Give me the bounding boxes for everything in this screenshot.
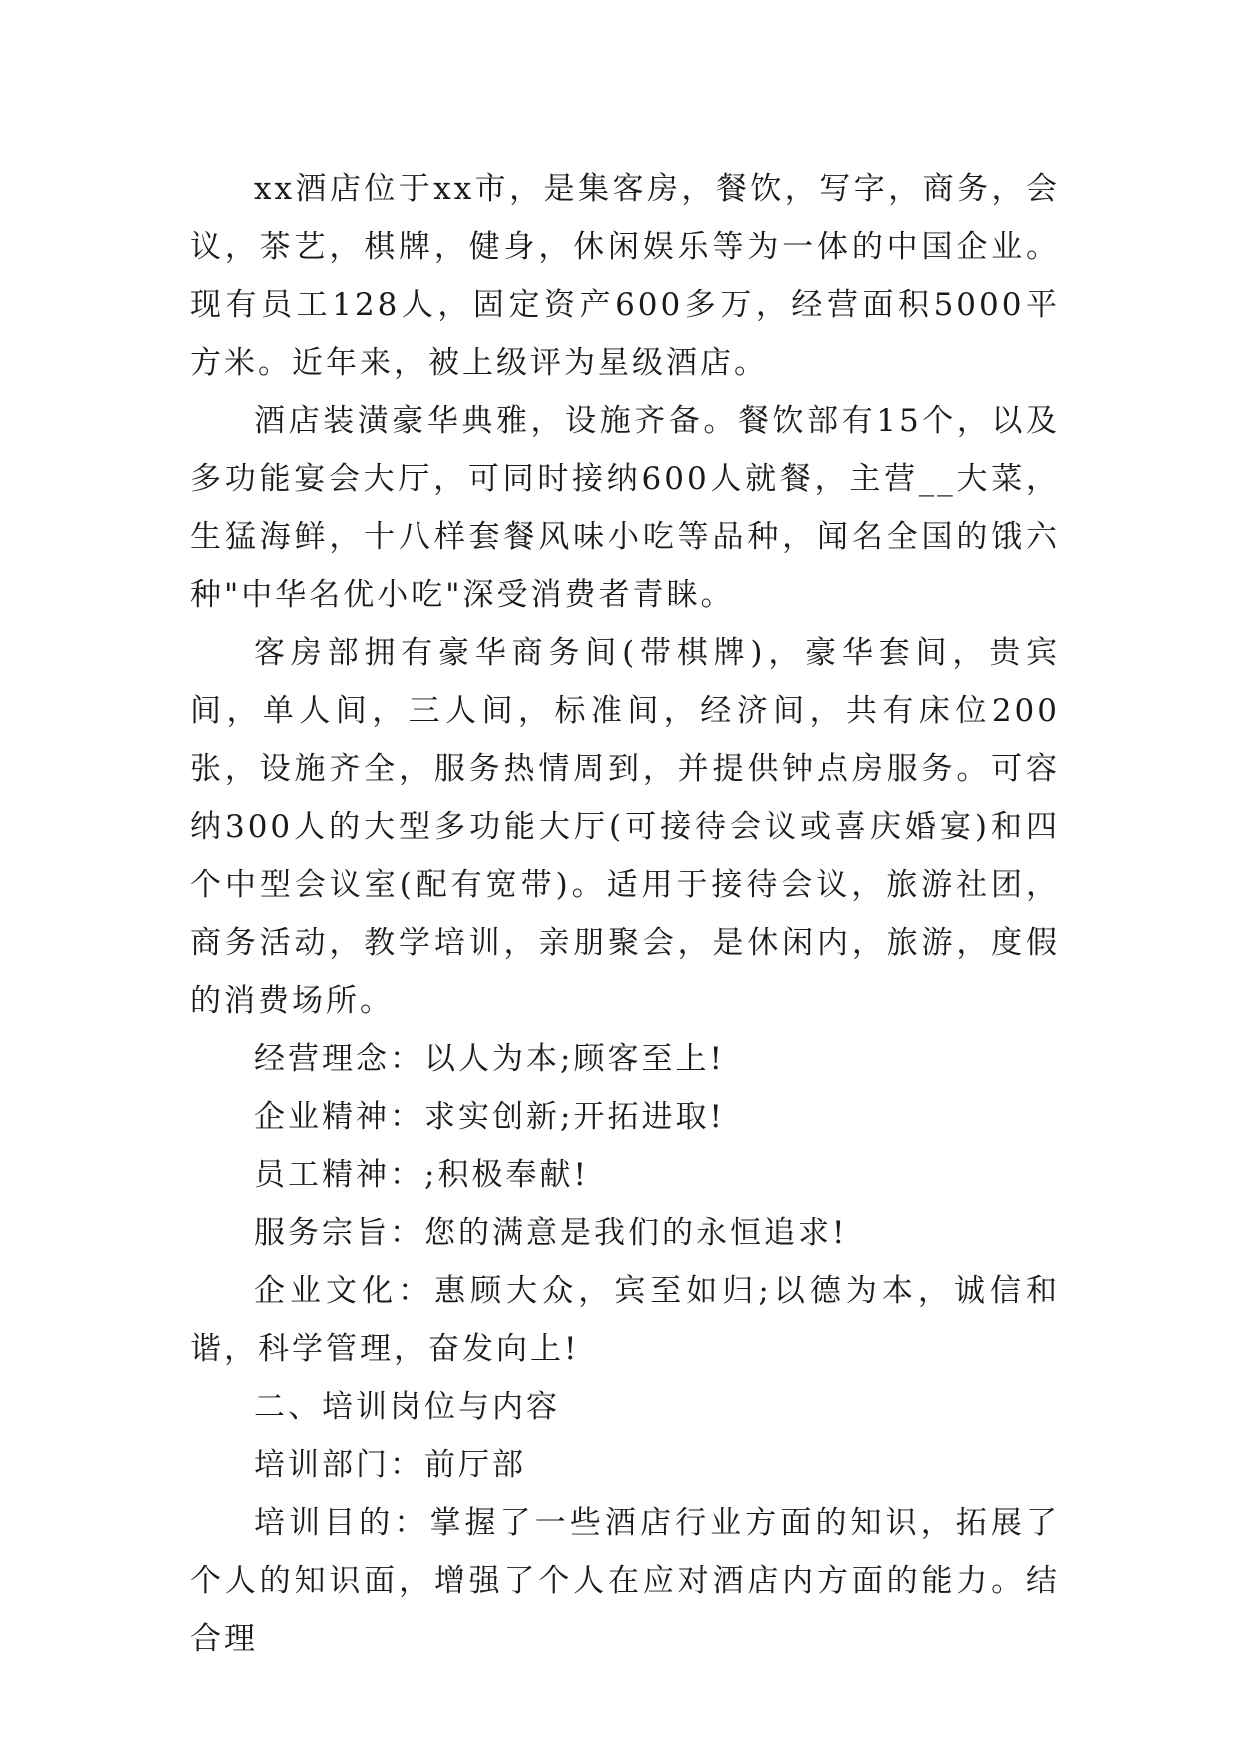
- paragraph-hotel-overview: xx酒店位于xx市，是集客房，餐饮，写字，商务，会议，茶艺，棋牌，健身，休闲娱乐等为一体的中国企业。现有员工128人，固定资产600多万，经营面积5000平方米。近年来，被上级评为星级酒店。: [190, 171, 1060, 381]
- section-heading-training: 二、培训岗位与内容: [254, 1389, 560, 1425]
- paragraph-corporate-culture: 企业文化：惠顾大众，宾至如归;以德为本，诚信和谐，科学管理，奋发向上!: [190, 1273, 1060, 1367]
- paragraph-rooms: 客房部拥有豪华商务间(带棋牌)，豪华套间，贵宾间，单人间，三人间，标准间，经济间，共有床位200张，设施齐全，服务热情周到，并提供钟点房服务。可容纳300人的大型多功能大厅(可接待会议或喜庆婚宴)和四个中型会议室(配有宽带)。适用于接待会议，旅游社团，商务活动，教学培训，亲朋聚会，是休闲内，旅游，度假的消费场所。: [190, 635, 1060, 1019]
- paragraph-service-purpose: 服务宗旨：您的满意是我们的永恒追求!: [254, 1215, 848, 1251]
- paragraph-dining: 酒店装潢豪华典雅，设施齐备。餐饮部有15个，以及多功能宴会大厅，可同时接纳600人就餐，主营__大菜，生猛海鲜，十八样套餐风味小吃等品种，闻名全国的饿六种"中华名优小吃"深受消费者青睐。: [190, 403, 1060, 613]
- paragraph-business-philosophy: 经营理念：以人为本;顾客至上!: [254, 1041, 725, 1077]
- document-body: [190, 160, 1060, 1668]
- paragraph-training-department: 培训部门：前厅部: [254, 1447, 526, 1483]
- paragraph-training-purpose: 培训目的：掌握了一些酒店行业方面的知识，拓展了个人的知识面，增强了个人在应对酒店内方面的能力。结合理: [190, 1505, 1060, 1657]
- paragraph-staff-spirit: 员工精神：;积极奉献!: [254, 1157, 589, 1193]
- paragraph-enterprise-spirit: 企业精神：求实创新;开拓进取!: [254, 1099, 725, 1135]
